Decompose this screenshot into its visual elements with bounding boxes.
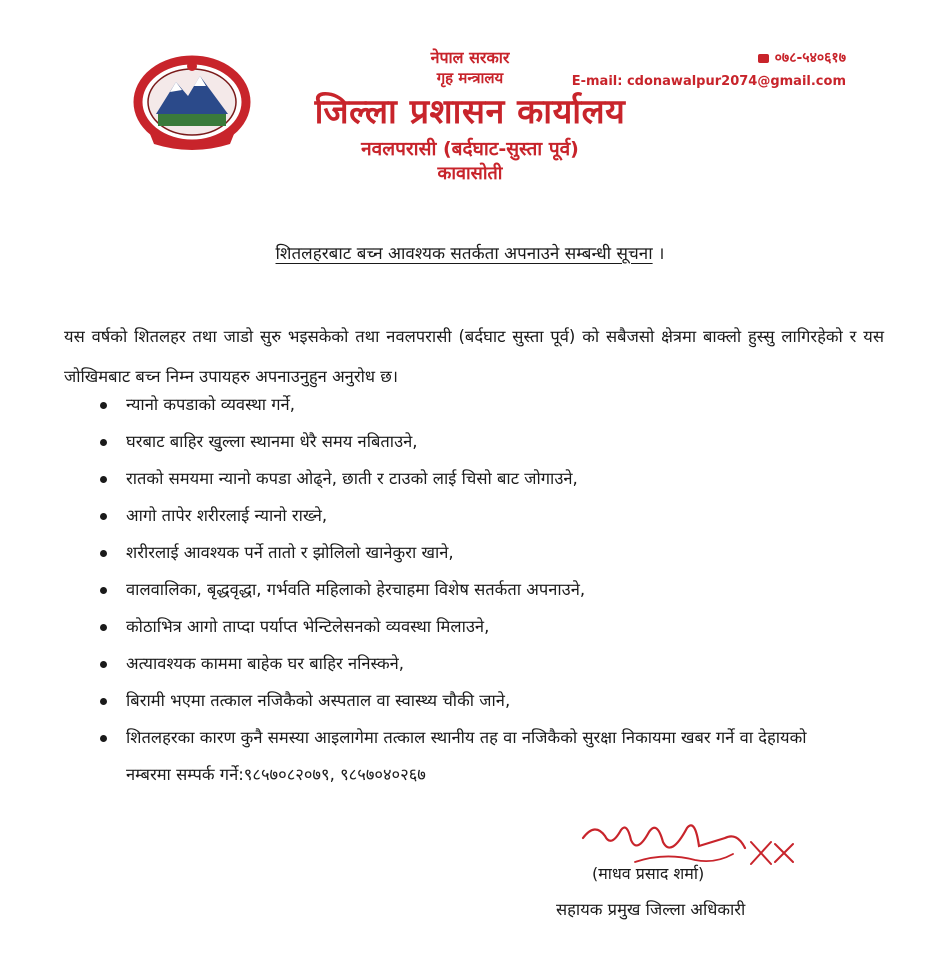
signatory-name: (माधव प्रसाद शर्मा) [592,864,705,883]
bullet-icon [100,735,107,742]
list-item: बिरामी भएमा तत्काल नजिकैको अस्पताल वा स्वास्थ्य चौकी जाने, [96,682,856,719]
bullet-icon [100,698,107,705]
bullet-icon [100,402,107,409]
email-address: E-mail: cdonawalpur2074@gmail.com [571,74,846,89]
notice-title-text: शितलहरबाट बच्न आवश्यक सतर्कता अपनाउने सम्बन्धी सूचना [275,244,653,264]
government-name: नेपाल सरकार [430,48,510,67]
notice-intro: यस वर्षको शितलहर तथा जाडो सुरु भइसकेको तथा नवलपरासी (बर्दघाट सुस्ता पूर्व) को सबैजसो क्षेत्रमा बाक्लो हुस्सु लागिरहेको र यस जोखिमबाट बच्न निम्न उपायहरु अपनाउनुहुन अनुरोध छ। [64,326,884,386]
bullet-icon [100,624,107,631]
district-name: नवलपरासी (बर्दघाट-सुस्ता पूर्व) [361,138,579,160]
notice-title [0,242,940,266]
bullet-icon [100,661,107,668]
list-item: कोठाभित्र आगो ताप्दा पर्याप्त भेन्टिलेसनको व्यवस्था मिलाउने, [96,608,856,645]
notice-title-end: । [658,244,665,264]
list-item: आगो तापेर शरीरलाई न्यानो राख्ने, [96,497,856,534]
bullet-icon [100,513,107,520]
bullet-icon [100,476,107,483]
contact-info [572,48,846,92]
phone-icon [758,54,769,63]
list-item: रातको समयमा न्यानो कपडा ओढ्ने, छाती र टाउको लाई चिसो बाट जोगाउने, [96,460,856,497]
ministry-name: गृह मन्त्रालय [436,69,504,87]
bullet-icon [100,439,107,446]
phone-line [572,48,846,68]
bullet-icon [100,587,107,594]
precaution-list [96,386,856,793]
location-name: कावासोती [437,163,503,184]
list-item: न्यानो कपडाको व्यवस्था गर्ने, [96,386,856,423]
list-item: शरीरलाई आवश्यक पर्ने तातो र झोलिलो खानेकुरा खाने, [96,534,856,571]
bullet-icon [100,550,107,557]
phone-number: ०७८-५४०६१७ [774,50,846,66]
list-item: घरबाट बाहिर खुल्ला स्थानमा धेरै समय नबिताउने, [96,423,856,460]
list-item: अत्यावश्यक काममा बाहेक घर बाहिर ननिस्कने, [96,645,856,682]
signatory-designation: सहायक प्रमुख जिल्ला अधिकारी [556,900,746,919]
list-item: वालवालिका, बृद्धवृद्धा, गर्भवति महिलाको हेरचाहमा विशेष सतर्कता अपनाउने, [96,571,856,608]
list-item: शितलहरका कारण कुनै समस्या आइलागेमा तत्काल स्थानीय तह वा नजिकैको सुरक्षा निकायमा खबर गर्ने वा देहायको नम्बरमा सम्पर्क गर्ने:९८५७०८२०७९, ९८५७०४०२६७ [96,719,856,793]
office-name: जिल्ला प्रशासन कार्यालय [314,92,626,132]
